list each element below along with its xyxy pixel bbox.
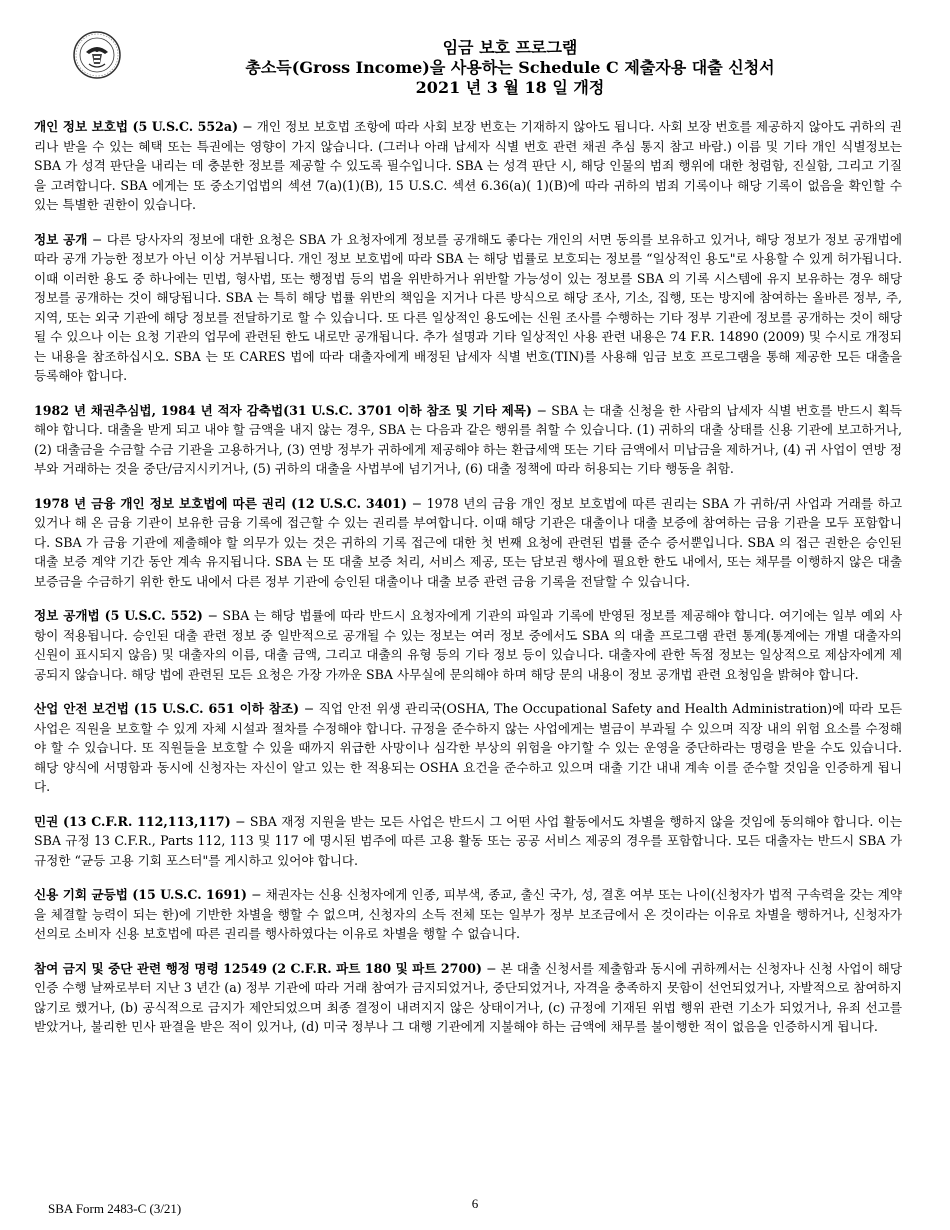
sba-seal-icon <box>72 30 122 80</box>
section-privacy-act <box>34 117 902 215</box>
page-number: 6 <box>471 1196 479 1211</box>
revision-date: 2021 년 3 월 18 일 개정 <box>415 78 605 97</box>
section-occupational-safety <box>34 699 902 797</box>
section-debarment-suspension <box>34 959 902 1037</box>
section-body: − 채권자는 신용 신청자에게 인종, 피부색, 종교, 출신 국가, 성, 결혼 여부 또는 나이(신청자가 법적 구속력을 갖는 계약을 체결할 능력이 되는 한)에 기반한 차별을 행할 수 없으며, 신청자의 소득 전체 또는 일부가 정부 보조금에서 온 것이라는 이유로 차별을 행하거나, 신청자가 선의로 소비자 신용 보호법에 따른 권리를 행사하였다는 이유로 차별을 행할 수 없습니다. <box>34 887 903 941</box>
section-civil-rights <box>34 812 902 871</box>
document-header <box>140 38 880 98</box>
form-title: 총소득(Gross Income)을 사용하는 Schedule C 제출자용 대출 신청서 <box>245 58 775 77</box>
form-identifier: SBA Form 2483-C (3/21) <box>48 1201 182 1216</box>
section-disclosure-of-information <box>34 230 902 386</box>
section-equal-credit-opportunity <box>34 885 902 944</box>
section-heading: 정보 공개법 (5 U.S.C. 552) <box>34 608 203 623</box>
section-heading: 신용 기회 균등법 (15 U.S.C. 1691) <box>34 887 248 902</box>
section-heading: 참여 금지 및 중단 관련 행정 명령 12549 (2 C.F.R. 파트 180 및 파트 2700) <box>34 960 482 976</box>
section-right-to-financial-privacy <box>34 494 902 592</box>
section-heading: 1978 년 금융 개인 정보 보호법에 따른 권리 (12 U.S.C. 3401) <box>34 495 407 511</box>
section-body: − 직업 안전 위생 관리국(OSHA, The Occupational Safety and Health Administration)에 따라 모든 사업은 직원을 보호할 수 있게 자체 시설과 절차를 수정해야 합니다. 규정을 준수하지 않는 사업에게는 벌금이 부과될 수 있으며 직장 내의 위험 요소를 수정해야 할 수 있습니다. 또 직원들을 보호할 수 있을 때까지 위급한 사망이나 심각한 부상의 위험을 야기할 수 있는 운영을 중단하라는 명령을 받을 수도 있습니다. 해당 양식에 서명함과 동시에 신청자는 자신이 알고 있는 한 적용되는 OSHA 요건을 준수하고 있으며 대출 기간 내내 계속 이를 준수할 것임을 인증하게 됩니다. <box>34 701 903 794</box>
program-title: 임금 보호 프로그램 <box>442 38 578 57</box>
section-body: − SBA 재정 지원을 받는 모든 사업은 반드시 그 어떤 사업 활동에서도 차별을 행하지 않을 것임에 동의해야 합니다. 이는 SBA 규정 13 C.F.R., Parts 112, 113 및 117 에 명시된 범주에 따른 고용 활동 또는 공공 서비스 제공의 경우를 포함합니다. 모든 대출자는 반드시 SBA 가 규정한 “균등 고용 기회 포스터"를 게시하고 있어야 합니다. <box>34 813 903 868</box>
section-heading: 개인 정보 보호법 (5 U.S.C. 552a) <box>34 119 239 134</box>
section-body: − 본 대출 신청서를 제출함과 동시에 귀하께서는 신청자나 신청 사업이 해당 인증 수행 날짜로부터 지난 3 년간 (a) 정부 기관에 따라 거래 참여가 금지되었거나, 중단되었거나, 자격을 충족하지 못함이 선언되었거나, 자발적으로 참여하지 않기로 했거나, (b) 공식적으로 금지가 제안되었으며 최종 결정이 내려지지 않은 상태이거나, (c) 규정에 기재된 위법 행위 관련 기소가 되었거나, 유죄 선고를 받았거나, 불리한 민사 판결을 받은 적이 있거나, (d) 미국 정부나 그 대행 기관에게 지불해야 하는 금액에 채무를 불이행한 적이 없음을 인증하시게 됩니다. <box>34 960 902 1034</box>
section-body: − SBA 는 해당 법률에 따라 반드시 요청자에게 기관의 파일과 기록에 반영된 정보를 제공해야 합니다. 여기에는 일부 예외 사항이 적용됩니다. 승인된 대출 관련 정보 중 일반적으로 공개될 수 있는 정보는 여러 정보 중에서도 SBA 의 대출 프로그램 관련 통계(통계에는 개별 대출자의 신원이 표시되지 않음) 및 대출자의 이름, 대출 금액, 그리고 대출의 유형 등의 기타 정보 등이 있습니다. 대출자에 관한 독점 정보는 일상적으로 제삼자에게 제공되지 않습니다. 해당 법에 관련된 모든 요청은 가장 가까운 SBA 사무실에 문의해야 하며 해당 문의 내용이 정보 공개법 관련 요청임을 밝혀야 합니다. <box>34 608 902 682</box>
document-body <box>34 117 902 1052</box>
section-heading: 민권 (13 C.F.R. 112,113,117) <box>34 813 231 829</box>
section-freedom-of-information-act <box>34 606 902 684</box>
section-heading: 1982 년 채권추심법, 1984 년 적자 감축법(31 U.S.C. 3701 이하 참조 및 기타 제목) <box>34 402 532 418</box>
section-debt-collection-act <box>34 401 902 479</box>
section-body: − 개인 정보 보호법 조항에 따라 사회 보장 번호는 기재하지 않아도 됩니다. 사회 보장 번호를 제공하지 않아도 귀하의 권리나 받을 수 있는 혜택 또는 특권에는 영향이 가지 않습니다. (그러나 아래 납세자 식별 번호 관련 채권 추심 통지 참고 바람.) 이름 및 기타 개인 식별정보는 SBA 가 성격 판단을 내리는 데 충분한 정보를 제공할 수 있도록 필수입니다. SBA 는 성격 판단 시, 해당 인물의 범죄 행위에 대한 청렴함, 진실함, 그리고 기질을 고려합니다. SBA 에게는 또 중소기업법의 섹션 7(a)(1)(B), 15 U.S.C. 섹션 6.36(a)( 1)(B)에 따라 귀하의 범죄 기록이나 해당 기록이 없음을 확인할 수 있는 특별한 권한이 있습니다. <box>34 119 902 212</box>
section-body: − SBA 는 대출 신청을 한 사람의 납세자 식별 번호를 반드시 획득해야 합니다. 대출을 받게 되고 내야 할 금액을 내지 않는 경우, SBA 는 다음과 같은 행위를 취할 수 있습니다. (1) 귀하의 대출 상태를 신용 기관에 보고하거나, (2) 대출금을 수금할 수금 기관을 고용하거나, (3) 연방 정부가 귀하에게 제공해야 하는 환급세액 또는 기타 금액에서 미납금을 제하거나, (4) 귀 사업이 연방 정부와 거래하는 것을 중단/금지시키거나, (5) 귀하의 대출을 사법부에 넘기거나, (6) 대출 정책에 따라 허용되는 기타 행동을 취함. <box>34 402 902 476</box>
section-body: − 1978 년의 금융 개인 정보 보호법에 따른 권리는 SBA 가 귀하/귀 사업과 거래를 하고 있거나 해 온 금융 기관이 보유한 금융 기록에 접근할 수 있는 권리를 부여합니다. 이때 해당 기관은 대출이나 대출 보증에 참여하는 금융 기관을 모두 포함합니다. SBA 가 금융 기관에 제출해야 할 의무가 있는 것은 귀하의 기록 접근에 대한 첫 번째 요청에 관련된 법률 준수 증서뿐입니다. SBA 의 접근 권한은 승인된 대출 보증 계약 기간 동안 계속 유지됩니다. SBA 는 또 대출 보증 처리, 서비스 제공, 또는 담보권 행사에 필요한 한도 내에서, 또는 채무를 이행하지 않은 대출 보증금을 수금하기 위한 한도 내에서 다른 정부 기관에 승인된 대출이나 대출 보증 관련 금융 기록을 전달할 수 있습니다. <box>34 495 902 589</box>
section-heading: 정보 공개 <box>34 231 88 247</box>
section-heading: 산업 안전 보건법 (15 U.S.C. 651 이하 참조) <box>34 701 300 716</box>
section-body: − 다른 당사자의 정보에 대한 요청은 SBA 가 요청자에게 정보를 공개해도 좋다는 개인의 서면 동의를 보유하고 있거나, 해당 정보가 정보 공개법에 따라 공개 가능한 정보가 아닌 이상 거부됩니다. 개인 정보 보호법에 따라 SBA 는 해당 법률로 보호되는 정보를 “일상적인 용도"로 사용할 수 있게 허가됩니다. 이때 이러한 용도 중 하나에는 민법, 형사법, 또는 행정법 등의 법을 위반하거나 위반할 가능성이 있는 정보를 SBA 의 기록 시스템에 유지 보유하는 경우 해당 정보를 공개하는 것이 해당됩니다. SBA 는 특히 해당 법률 위반의 책임을 지거나 다른 방식으로 해당 조사, 기소, 집행, 또는 방지에 참여하는 올바른 정부, 주, 지역, 또는 외국 기관에 해당 정보를 전달하기로 할 수 있습니다. 또 다른 일상적인 용도에는 신원 조사를 수행하는 기타 정부 기관에 정보를 공개하는 것이 해당될 수 있으나 이는 요청 기관의 업무에 관련된 한도 내로만 공개됩니다. 추가 설명과 기타 일상적인 사용 관련 내용은 74 F.R. 14890 (2009) 및 수시로 개정되는 내용을 참조하십시오. SBA 는 또 CARES 법에 따라 대출자에게 배정된 납세자 식별 번호(TIN)를 사용해 임금 보호 프로그램을 통해 제공한 모든 대출을 등록해야 합니다. <box>34 231 903 383</box>
